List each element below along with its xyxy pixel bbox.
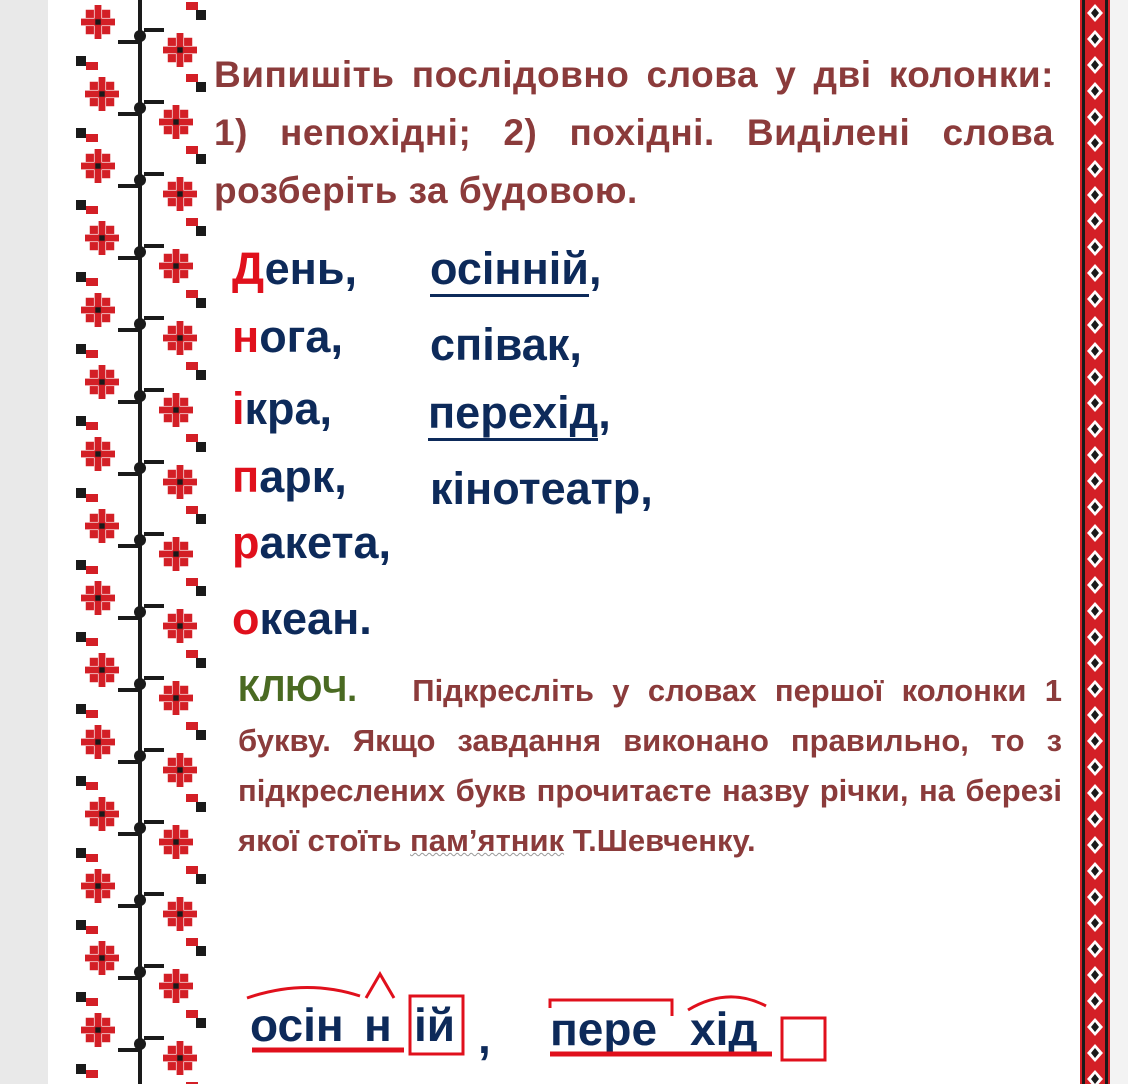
key-text: Підкресліть у словах першої колонки 1 букву. Якщо завдання виконано правильно, то з підкреслених букв прочитаєте назву річки, на березі якої стоїть [238,673,1062,858]
spell-flagged-word: пам’ятник [410,823,565,858]
underlined-word: перехід [428,387,598,441]
word: кінотеатр, [430,463,653,514]
word-rest: ень, [264,243,357,294]
task-instruction: Випишіть послідовно слова у дві колонки: 1) непохідні; 2) похідні. Виділені слова розберіть за будовою. [214,54,1054,211]
word-rest: ога, [259,311,343,362]
analysis-word-1-ending: ій [414,999,456,1051]
word-rest: кра, [244,383,333,434]
root-arc-mark-2 [688,997,766,1010]
zero-ending-box-mark [782,1018,825,1060]
first-letter: о [232,593,260,644]
key-label: КЛЮЧ. [238,668,358,709]
analysis-word-1-suffix: н [364,999,392,1051]
analysis-word-2-root: хід [690,1003,758,1055]
suffix-caret-mark [366,974,394,998]
key-tail: Т.Шевченку. [572,823,756,858]
punct: , [598,387,611,438]
word: співак, [430,319,582,370]
word-rest: кеан. [259,593,372,644]
first-letter: і [232,383,245,434]
underlined-word: осінній [430,243,589,297]
first-letter: р [232,517,260,568]
prefix-bracket-mark [550,1000,672,1016]
word-rest: арк, [259,451,347,502]
word-rest: акета, [259,517,392,568]
analysis-word-2-prefix: пере [550,1003,658,1055]
punct: , [588,243,602,294]
analysis-comma: , [478,1011,491,1063]
root-arc-mark [247,987,360,998]
first-letter: Д [232,243,265,294]
ending-box-mark [410,996,463,1054]
analysis-word-1-root: осін [250,999,344,1051]
first-letter: н [232,311,260,362]
first-letter: п [232,451,260,502]
